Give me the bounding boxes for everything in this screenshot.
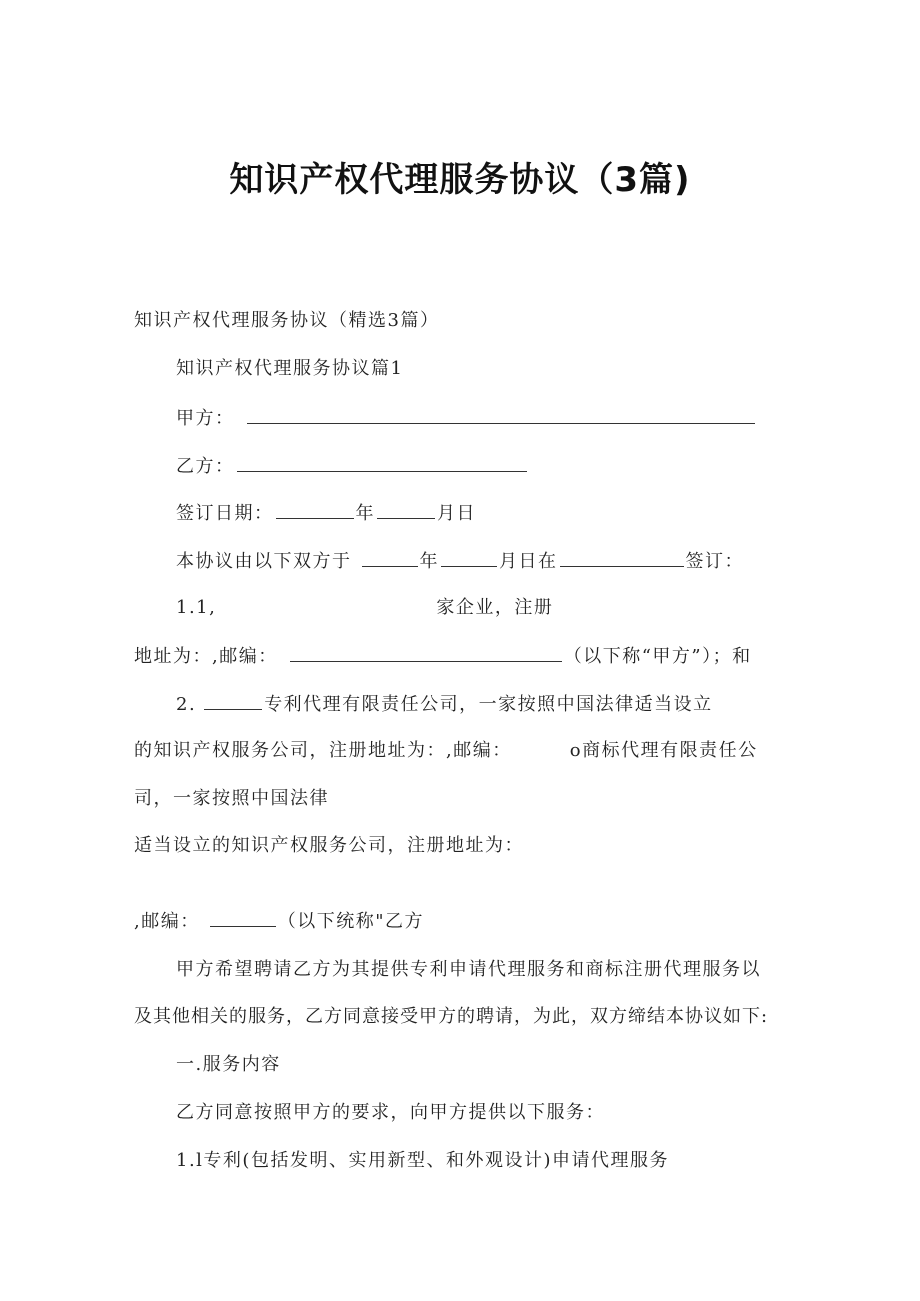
intro-monthday-label: 月日在	[499, 551, 558, 572]
year-label: 年	[355, 503, 375, 524]
company-a-text: 的知识产权服务公司，注册地址为：,邮编：	[134, 740, 512, 761]
para-1-line-2: 及其他相关的服务，乙方同意接受甲方的聘请，为此，双方缔结本协议如下:	[134, 1006, 769, 1027]
company-a-row	[134, 739, 758, 763]
company-a-tail: o商标代理有限责任公	[569, 740, 758, 761]
clause-1-1-prefix: 1.1,	[176, 597, 217, 618]
section-heading: 知识产权代理服务协议篇1	[176, 358, 404, 379]
postal-blank-b	[210, 908, 276, 927]
sign-date-label: 签订日期：	[176, 503, 274, 524]
party-b-blank	[237, 453, 527, 472]
year-blank	[276, 500, 354, 519]
document-subtitle: 知识产权代理服务协议（精选3篇）	[134, 310, 440, 331]
clause-2-suffix: 专利代理有限责任公司，一家按照中国法律适当设立	[264, 694, 713, 715]
party-b-row	[176, 453, 529, 479]
sign-date-row	[176, 500, 476, 526]
party-a-blank	[247, 405, 755, 424]
section-1-heading: 一.服务内容	[176, 1054, 281, 1075]
address-row	[134, 643, 752, 669]
para-1-line-1: 甲方希望聘请乙方为其提供专利申请代理服务和商标注册代理服务以	[176, 959, 761, 980]
para-2: 乙方同意按照甲方的要求，向甲方提供以下服务：	[176, 1102, 605, 1123]
month-blank	[377, 500, 435, 519]
intro-place-blank	[560, 548, 684, 567]
item-1-1: 1.l专利(包括发明、实用新型、和外观设计)申请代理服务	[176, 1150, 669, 1171]
postal-line-prefix: ,邮编：	[134, 911, 200, 932]
intro-year-blank	[362, 548, 418, 567]
intro-suffix: 签订：	[685, 551, 744, 572]
clause-2-prefix: 2.	[176, 694, 197, 715]
address-line-suffix: （以下称“甲方”）；和	[563, 646, 752, 667]
postal-row	[134, 908, 424, 934]
address-line-prefix: 地址为：,邮编：	[134, 646, 278, 667]
clause-1-1-suffix: 家企业，注册	[436, 597, 554, 618]
intro-month-blank	[441, 548, 497, 567]
agreement-intro-prefix: 本协议由以下双方于	[176, 551, 352, 572]
document-title: 知识产权代理服务协议（3篇)	[229, 160, 691, 200]
party-a-label: 甲方：	[176, 408, 235, 429]
clause-2-blank	[204, 691, 262, 710]
intro-year-label: 年	[419, 551, 439, 572]
clause-1-1-row	[176, 596, 553, 620]
month-day-label: 月日	[437, 503, 476, 524]
agreement-intro-row	[176, 548, 744, 574]
party-b-label: 乙方：	[176, 456, 235, 477]
company-b-text: 司，一家按照中国法律	[134, 788, 329, 809]
clause-2-row	[176, 691, 713, 717]
company-c-text: 适当设立的知识产权服务公司，注册地址为：	[134, 835, 524, 856]
postal-line-suffix: （以下统称"乙方	[277, 911, 425, 932]
postal-blank-a	[290, 643, 562, 662]
party-a-row	[176, 405, 757, 431]
